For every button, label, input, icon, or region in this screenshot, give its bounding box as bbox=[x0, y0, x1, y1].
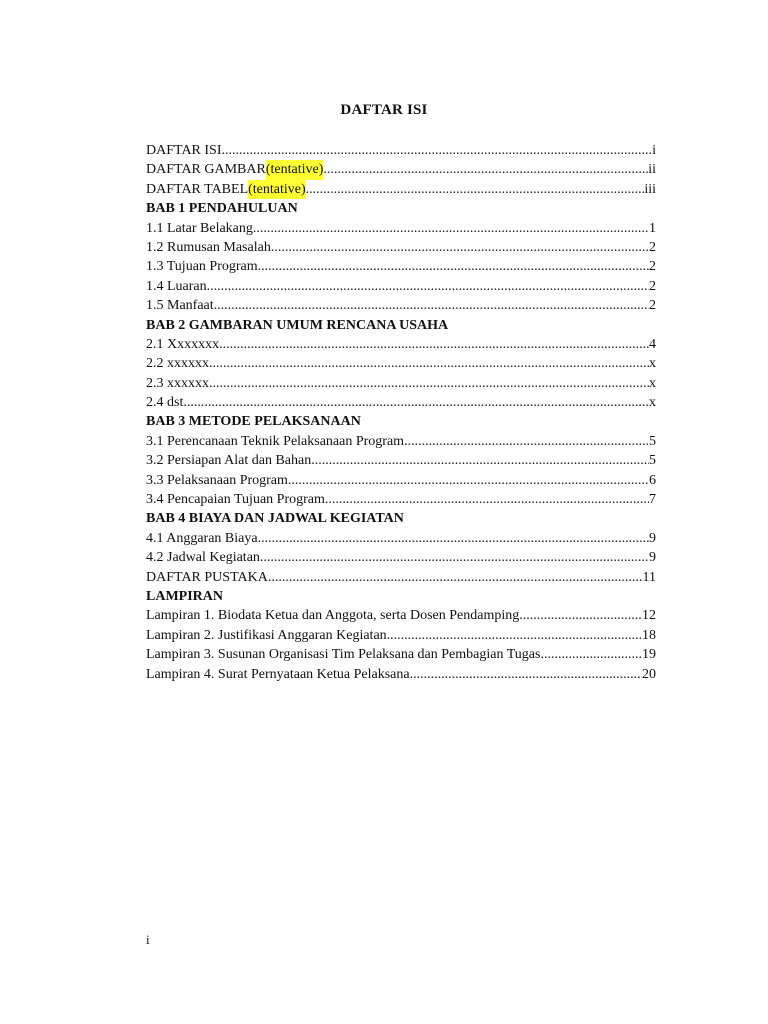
toc-entry-label: 2.2 xxxxxx bbox=[146, 356, 209, 372]
toc-heading-label: BAB 4 BIAYA DAN JADWAL KEGIATAN bbox=[146, 511, 404, 527]
toc-entry-label: Lampiran 1. Biodata Ketua dan Anggota, serta Dosen Pendamping bbox=[146, 608, 520, 624]
toc-chapter-heading bbox=[146, 316, 656, 335]
toc-page-number: 1 bbox=[649, 220, 656, 236]
toc-page-number: 19 bbox=[642, 647, 656, 663]
toc-page-number: 7 bbox=[649, 492, 656, 508]
toc-leader-dots bbox=[258, 529, 649, 548]
toc-heading-label: BAB 2 GAMBARAN UMUM RENCANA USAHA bbox=[146, 317, 449, 333]
toc-entry-label: DAFTAR TABEL bbox=[146, 181, 249, 197]
toc-page-number: x bbox=[649, 375, 656, 391]
toc-entry bbox=[146, 257, 656, 276]
toc-entry bbox=[146, 354, 656, 373]
toc-page-number: 6 bbox=[649, 472, 656, 488]
toc-page-number: 20 bbox=[642, 666, 656, 682]
toc-entry-label: 1.2 Rumusan Masalah bbox=[146, 239, 271, 255]
toc-leader-dots bbox=[306, 180, 645, 199]
toc-entry-label: 3.1 Perencanaan Teknik Pelaksanaan Program bbox=[146, 433, 405, 449]
toc-page-number: 5 bbox=[649, 453, 656, 469]
toc-heading-label: BAB 3 METODE PELAKSANAAN bbox=[146, 414, 361, 430]
toc-heading-label: LAMPIRAN bbox=[146, 588, 223, 604]
toc-entry-label: 1.4 Luaran bbox=[146, 278, 207, 294]
toc-leader-dots bbox=[260, 548, 649, 567]
toc-entry bbox=[146, 277, 656, 296]
toc-entry-label: 3.4 Pencapaian Tujuan Program bbox=[146, 492, 325, 508]
toc-entry bbox=[146, 626, 656, 645]
toc-entry-label: 2.4 dst bbox=[146, 395, 184, 411]
toc-leader-dots bbox=[253, 219, 649, 238]
toc-page-number: 18 bbox=[642, 627, 656, 643]
toc-leader-dots bbox=[183, 393, 649, 412]
toc-page-number: 2 bbox=[649, 278, 656, 294]
toc-heading-label: BAB 1 PENDAHULUAN bbox=[146, 201, 298, 217]
toc-entry bbox=[146, 471, 656, 490]
toc-entry-label: Lampiran 4. Surat Pernyataan Ketua Pelaksana bbox=[146, 666, 410, 682]
toc-leader-dots bbox=[222, 141, 653, 160]
toc-leader-dots bbox=[258, 257, 649, 276]
toc-entry-label: 2.1 Xxxxxxx bbox=[146, 336, 220, 352]
toc-leader-dots bbox=[410, 665, 642, 684]
toc-chapter-heading bbox=[146, 587, 656, 606]
toc-entry bbox=[146, 393, 656, 412]
footer-page-number: i bbox=[146, 932, 150, 947]
toc-entry-label: 3.2 Persiapan Alat dan Bahan bbox=[146, 453, 312, 469]
toc-entry-label: DAFTAR GAMBAR bbox=[146, 162, 266, 178]
toc-leader-dots bbox=[209, 374, 649, 393]
toc-entry-label: 4.1 Anggaran Biaya bbox=[146, 530, 258, 546]
toc-page-number: 4 bbox=[649, 336, 656, 352]
toc-page-number: x bbox=[649, 395, 656, 411]
toc-entry-label: 1.3 Tujuan Program bbox=[146, 259, 258, 275]
toc-entry bbox=[146, 219, 656, 238]
toc-entry bbox=[146, 645, 656, 664]
toc-leader-dots bbox=[311, 451, 649, 470]
toc-entry-highlight: (tentative) bbox=[266, 160, 324, 179]
toc-entry-label: Lampiran 2. Justifikasi Anggaran Kegiatan bbox=[146, 627, 387, 643]
toc-leader-dots bbox=[214, 296, 649, 315]
toc-leader-dots bbox=[323, 160, 648, 179]
toc-entry bbox=[146, 432, 656, 451]
toc-entry bbox=[146, 238, 656, 257]
toc-page-number: 11 bbox=[642, 569, 656, 585]
toc-entry bbox=[146, 451, 656, 470]
toc-leader-dots bbox=[219, 335, 649, 354]
toc-chapter-heading bbox=[146, 412, 656, 431]
toc-entry-label: 4.2 Jadwal Kegiatan bbox=[146, 550, 260, 566]
toc-entry bbox=[146, 374, 656, 393]
toc-page-number: iii bbox=[644, 181, 656, 197]
toc-page-number: x bbox=[649, 356, 656, 372]
toc-leader-dots bbox=[325, 490, 649, 509]
toc-entry bbox=[146, 180, 656, 199]
toc-entry-label: 1.1 Latar Belakang bbox=[146, 220, 253, 236]
toc-entry bbox=[146, 160, 656, 179]
toc-leader-dots bbox=[404, 432, 649, 451]
toc-page-number: 2 bbox=[649, 298, 656, 314]
toc-entry bbox=[146, 490, 656, 509]
toc-entry-label: Lampiran 3. Susunan Organisasi Tim Pelaksana dan Pembagian Tugas bbox=[146, 647, 541, 663]
toc-page-number: i bbox=[652, 143, 656, 158]
toc-entry bbox=[146, 335, 656, 354]
toc-entry-label: 1.5 Manfaat bbox=[146, 298, 214, 314]
toc-entry-label: DAFTAR ISI bbox=[146, 143, 222, 158]
toc-entry bbox=[146, 568, 656, 587]
toc-entry-highlight: (tentative) bbox=[248, 180, 306, 199]
toc-entry bbox=[146, 296, 656, 315]
toc-page-number: 5 bbox=[649, 433, 656, 449]
toc-leader-dots bbox=[207, 277, 649, 296]
toc-chapter-heading bbox=[146, 509, 656, 528]
toc-entry bbox=[146, 606, 656, 625]
toc-page-number: ii bbox=[648, 162, 656, 178]
toc-page-number: 9 bbox=[649, 530, 656, 546]
table-of-contents bbox=[146, 141, 656, 684]
toc-leader-dots bbox=[268, 568, 643, 587]
toc-entry bbox=[146, 141, 656, 160]
toc-entry-label: 2.3 xxxxxx bbox=[146, 375, 209, 391]
toc-entry-label: DAFTAR PUSTAKA bbox=[146, 569, 268, 585]
toc-leader-dots bbox=[519, 606, 642, 625]
toc-leader-dots bbox=[540, 645, 642, 664]
toc-page-number: 2 bbox=[649, 239, 656, 255]
toc-chapter-heading bbox=[146, 199, 656, 218]
toc-page-number: 12 bbox=[642, 608, 656, 624]
toc-entry bbox=[146, 548, 656, 567]
toc-leader-dots bbox=[271, 238, 649, 257]
toc-entry bbox=[146, 529, 656, 548]
toc-leader-dots bbox=[288, 471, 649, 490]
toc-page-number: 9 bbox=[649, 550, 656, 566]
toc-leader-dots bbox=[387, 626, 642, 645]
toc-entry bbox=[146, 665, 656, 684]
toc-page-number: 2 bbox=[649, 259, 656, 275]
toc-leader-dots bbox=[209, 354, 649, 373]
page-title: DAFTAR ISI bbox=[340, 102, 428, 118]
toc-entry-label: 3.3 Pelaksanaan Program bbox=[146, 472, 288, 488]
